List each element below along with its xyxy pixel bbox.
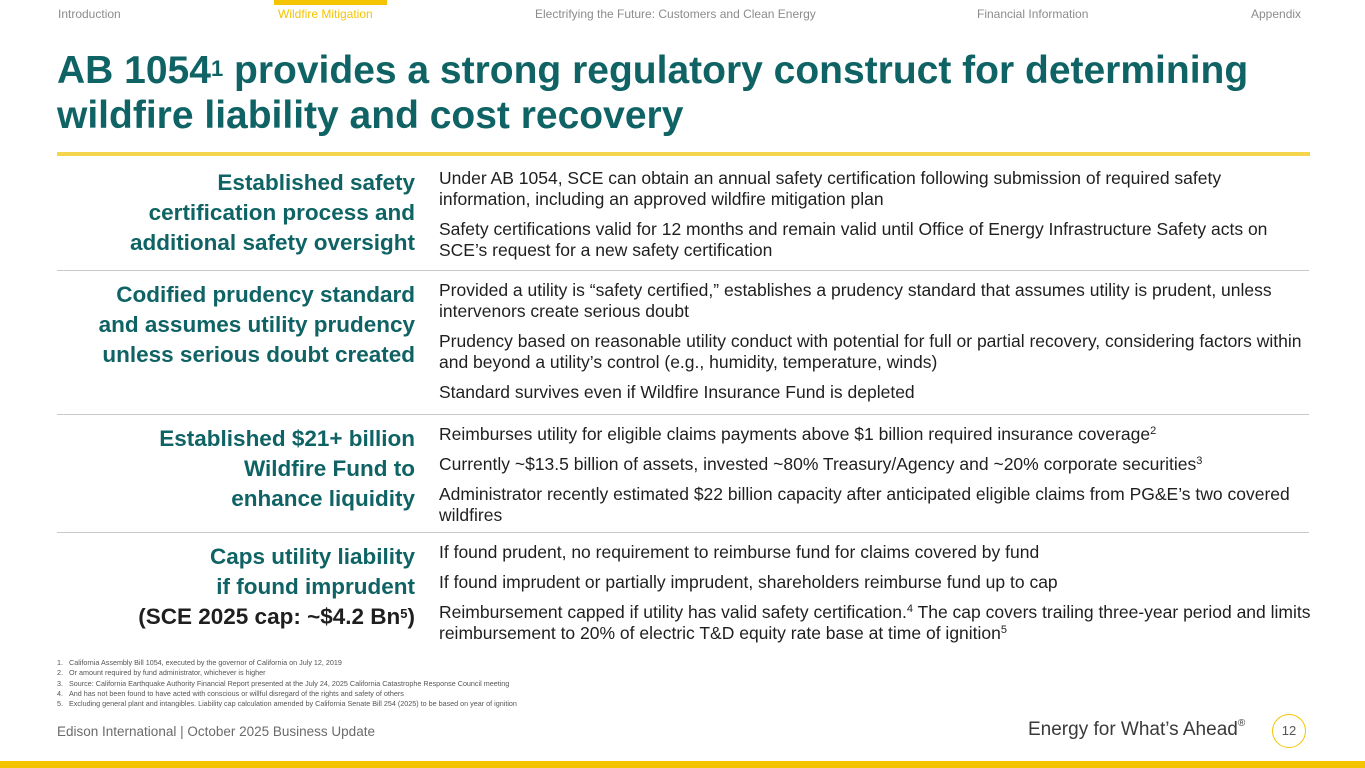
footnotes xyxy=(57,658,957,709)
bullet-item xyxy=(439,331,1314,373)
row-label-line: Established safety xyxy=(217,170,415,195)
footnote-item xyxy=(57,658,957,668)
bullet-text: Provided a utility is “safety certified,” establishes a prudency standard that assumes utility is prudent, unless intervenors create serious doubt xyxy=(439,280,1272,321)
footnote-item xyxy=(57,679,957,689)
bullet-text: If found imprudent or partially imprudent, shareholders reimburse fund up to cap xyxy=(439,572,1058,592)
bullet-item xyxy=(439,168,1314,210)
footnote-number: 5. xyxy=(57,699,63,709)
footnote-item xyxy=(57,668,957,678)
tagline-text: Energy for What’s Ahead xyxy=(1028,719,1238,740)
footnote-item xyxy=(57,699,957,709)
bullet-text: Standard survives even if Wildfire Insurance Fund is depleted xyxy=(439,382,915,402)
row-label xyxy=(57,424,415,514)
bullet-item xyxy=(439,382,1314,403)
footnote-text: And has not been found to have acted with conscious or willful disregard of the rights and safety of others xyxy=(69,688,404,698)
row-label-line: unless serious doubt created xyxy=(102,342,415,367)
row-bullets xyxy=(439,542,1314,653)
title-part1: AB 1054 xyxy=(57,49,211,92)
footnote-item xyxy=(57,689,957,699)
footnote-number: 3. xyxy=(57,678,63,688)
footnote-ref: 5 xyxy=(1000,624,1008,636)
row-label xyxy=(57,542,415,632)
footnote-ref: 4 xyxy=(906,603,913,615)
bullet-text: Currently ~$13.5 billion of assets, invested ~80% Treasury/Agency and ~20% corporate securities xyxy=(439,454,1197,474)
row-label-line: Wildfire Fund to xyxy=(243,456,415,481)
footnote-text: California Assembly Bill 1054, executed by the governor of California on July 12, 2019 xyxy=(69,658,342,667)
row-label-line: and assumes utility prudency xyxy=(98,312,415,337)
page-number: 12 xyxy=(1272,714,1306,748)
footnote-number: 1. xyxy=(57,658,63,667)
row-label-line: if found imprudent xyxy=(216,574,415,599)
row-divider xyxy=(57,270,1309,271)
bullet-text: Administrator recently estimated $22 billion capacity after anticipated eligible claims from PG&E’s two covered wildfires xyxy=(439,484,1290,525)
bullet-text: The cap covers trailing three-year period and limits reimbursement to 20% of electric T&D equity rate base at time of ignition xyxy=(439,602,1311,643)
title-underline xyxy=(57,152,1310,156)
bullet-item xyxy=(439,219,1314,261)
footer-company-date: Edison International | October 2025 Business Update xyxy=(57,724,375,739)
row-divider xyxy=(57,414,1309,415)
slide-title xyxy=(57,48,1347,138)
bullet-item xyxy=(439,424,1314,445)
row-label-line: certification process and xyxy=(148,200,415,225)
row-label-line: additional safety oversight xyxy=(129,230,415,255)
bullet-text: Under AB 1054, SCE can obtain an annual safety certification following submission of required safety information, including an approved wildfire mitigation plan xyxy=(439,168,1222,209)
liability-cap-amount xyxy=(57,602,415,632)
nav-item-electrifying-the-future[interactable]: Electrifying the Future: Customers and Clean Energy xyxy=(535,7,816,21)
footnote-ref: 3 xyxy=(1196,455,1203,467)
footnote-number: 4. xyxy=(57,688,63,698)
row-bullets xyxy=(439,280,1314,412)
bullet-item xyxy=(439,454,1314,475)
bullet-text: Reimbursement capped if utility has valid safety certification. xyxy=(439,602,907,622)
bullet-item xyxy=(439,484,1314,526)
row-divider xyxy=(57,532,1309,533)
nav-item-introduction[interactable]: Introduction xyxy=(58,7,121,21)
nav-item-wildfire-mitigation[interactable]: Wildfire Mitigation xyxy=(278,7,373,21)
cap-text: (SCE 2025 cap: ~$4.2 Bn xyxy=(138,604,401,629)
row-bullets xyxy=(439,168,1314,270)
row-label-line: Caps utility liability xyxy=(209,544,415,569)
title-part2: provides a strong regulatory construct for determining wildfire liability and cost recovery xyxy=(57,49,1249,137)
row-label-line: Established $21+ billion xyxy=(159,426,415,451)
footnote-number: 2. xyxy=(57,668,63,678)
bullet-item xyxy=(439,542,1314,563)
footnote-ref: 5 xyxy=(400,606,408,621)
brand-tagline xyxy=(1028,719,1245,741)
top-nav xyxy=(0,0,1365,30)
row-label-line: Codified prudency standard xyxy=(116,282,415,307)
nav-active-indicator xyxy=(274,0,387,5)
bullet-text: Reimburses utility for eligible claims payments above $1 billion required insurance coverage xyxy=(439,424,1151,444)
nav-item-appendix[interactable]: Appendix xyxy=(1251,7,1302,21)
cap-close: ) xyxy=(407,604,415,629)
registered-mark: ® xyxy=(1237,718,1246,729)
row-bullets xyxy=(439,424,1314,535)
row-label xyxy=(57,280,415,370)
bottom-accent-bar xyxy=(0,761,1365,768)
nav-item-financial-information[interactable]: Financial Information xyxy=(977,7,1089,21)
bullet-text: If found prudent, no requirement to reimburse fund for claims covered by fund xyxy=(439,542,1040,562)
bullet-text: Prudency based on reasonable utility conduct with potential for full or partial recovery, considering factors within and beyond a utility’s control (e.g., humidity, temperature, winds) xyxy=(439,331,1302,372)
bullet-text: Safety certifications valid for 12 months and remain valid until Office of Energy Infrastructure Safety acts on SCE’s request for a new safety certification xyxy=(439,219,1268,260)
footnote-text: Excluding general plant and intangibles. Liability cap calculation amended by California Senate Bill 254 (2025) to be based on year of ignition xyxy=(69,699,517,709)
footnote-text: Or amount required by fund administrator, whichever is higher xyxy=(69,668,266,678)
bullet-item xyxy=(439,572,1314,593)
row-label xyxy=(57,168,415,258)
footnote-text: Source: California Earthquake Authority Financial Report presented at the July 24, 2025 California Catastrophe Response Council meeting xyxy=(69,678,510,688)
bullet-item xyxy=(439,280,1314,322)
footnote-ref: 2 xyxy=(1150,425,1157,437)
row-label-line: enhance liquidity xyxy=(231,486,415,511)
bullet-item xyxy=(439,602,1314,644)
title-footnote-ref: 1 xyxy=(210,56,224,81)
